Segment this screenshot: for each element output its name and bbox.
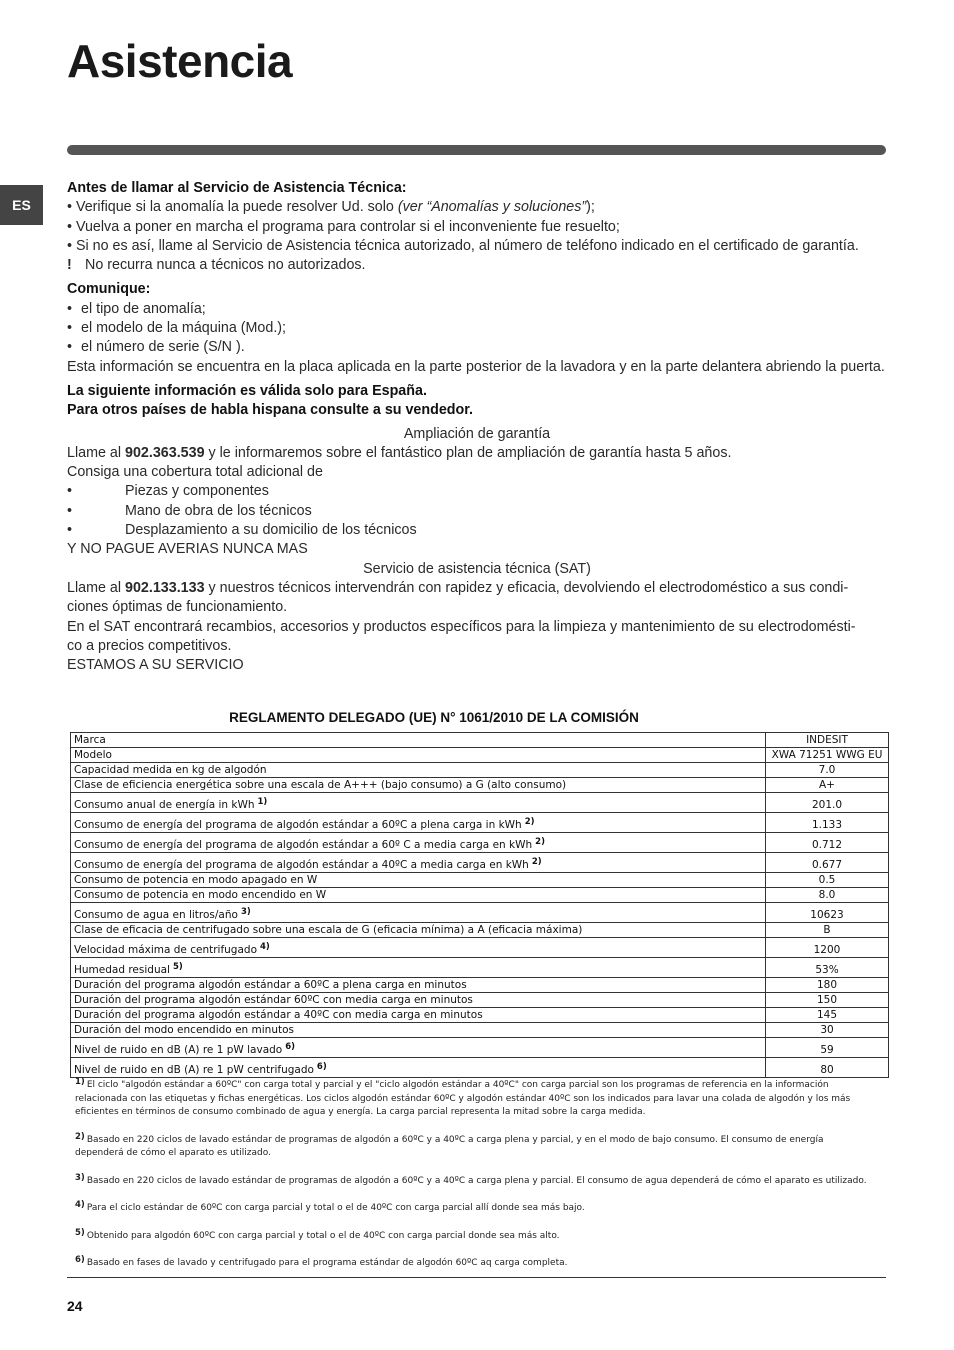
table-row — [71, 1058, 889, 1078]
warranty-phone: 902.363.539 — [125, 444, 205, 461]
row-value: INDESIT — [766, 733, 889, 748]
row-value: 0.5 — [766, 873, 889, 888]
table-row — [71, 733, 889, 748]
row-label-text: Nivel de ruido en dB (A) re 1 pW lavado — [74, 1044, 283, 1056]
row-label-text: Nivel de ruido en dB (A) re 1 pW centrifugado — [74, 1064, 314, 1076]
main-content — [67, 179, 887, 675]
sat-call-post: y nuestros técnicos intervendrán con rapidez y eficacia, devolviendo el electrodoméstico a sus condi- — [204, 579, 849, 596]
row-label-text: Consumo de energía del programa de algodón estándar a 60ºC a plena carga in kWh — [74, 819, 522, 831]
bullet-icon: • — [67, 522, 73, 539]
footnote-mark: 2) — [75, 1131, 85, 1142]
footnote-line — [75, 1131, 885, 1148]
sat-parts-cont: co a precios competitivos. — [67, 637, 232, 654]
footnote-line — [75, 1227, 885, 1244]
comunique-item — [67, 300, 887, 319]
table-row — [71, 888, 889, 903]
footnote-ref: 6) — [316, 1062, 327, 1072]
table-row — [71, 793, 889, 813]
before-call-item-2: • Vuelva a poner en marcha el programa para controlar si el inconveniente fue resuelto; — [67, 218, 620, 235]
sat-parts: En el SAT encontrará recambios, accesorios y productos específicos para la limpieza y mantenimiento de su electrodomésti- — [67, 618, 856, 635]
warranty-heading: Ampliación de garantía — [403, 425, 551, 442]
comunique-item-text: el modelo de la máquina (Mod.); — [81, 320, 287, 337]
table-row — [71, 1023, 889, 1038]
sat-call-pre: Llame al — [67, 579, 126, 596]
row-value: B — [766, 923, 889, 938]
before-call-heading: Antes de llamar al Servicio de Asistencia Técnica: — [67, 180, 407, 196]
footnote-line — [75, 1106, 885, 1120]
row-label — [71, 778, 766, 793]
plate-location-note: Esta información se encuentra en la placa aplicada en la parte posterior de la lavadora y en la parte delantera abriendo la puerta. — [67, 358, 885, 375]
table-row — [71, 958, 889, 978]
footnote-mark: 5) — [75, 1227, 85, 1238]
bullet-icon: • — [67, 502, 73, 519]
footnote-text: eficientes en términos de consumo combinado de agua y energía. La carga parcial representa la mitad sobre la carga medida. — [75, 1107, 646, 1117]
row-label-text: Duración del modo encendido en minutos — [74, 1024, 294, 1036]
footnote-ref: 3) — [240, 907, 251, 917]
row-label-text: Marca — [74, 734, 106, 746]
row-label — [71, 833, 766, 853]
comunique-item — [67, 338, 887, 357]
row-label-text: Duración del programa algodón estándar 60ºC con media carga en minutos — [74, 994, 473, 1006]
row-label — [71, 1008, 766, 1023]
row-value: 145 — [766, 1008, 889, 1023]
table-row — [71, 1038, 889, 1058]
before-call-item-1-ref: (ver “Anomalías y soluciones” — [397, 199, 587, 216]
sat-closing: ESTAMOS A SU SERVICIO — [67, 657, 244, 674]
row-label-text: Consumo de energía del programa de algodón estándar a 40ºC a media carga en kWh — [74, 859, 529, 871]
row-label — [71, 938, 766, 958]
footnote-ref: 5) — [172, 962, 183, 972]
page-title: Asistencia — [67, 35, 293, 87]
row-value: 0.677 — [766, 853, 889, 873]
row-label — [71, 793, 766, 813]
warranty-item — [67, 521, 887, 540]
row-label-text: Duración del programa algodón estándar a 40ºC con media carga en minutos — [74, 1009, 483, 1021]
row-label — [71, 873, 766, 888]
table-row — [71, 853, 889, 873]
footnote-line — [75, 1172, 885, 1189]
row-value: 30 — [766, 1023, 889, 1038]
row-label-text: Consumo de potencia en modo encendido en W — [74, 889, 327, 901]
row-value: 53% — [766, 958, 889, 978]
row-label-text: Clase de eficiencia energética sobre una escala de A+++ (bajo consumo) a G (alto consumo) — [74, 779, 567, 791]
row-label-text: Capacidad medida en kg de algodón — [74, 764, 267, 776]
before-call-item-1-text: • Verifique si la anomalía la puede resolver Ud. solo — [67, 199, 398, 216]
warranty-closing: Y NO PAGUE AVERIAS NUNCA MAS — [67, 541, 308, 558]
warning-text: No recurra nunca a técnicos no autorizados. — [85, 257, 366, 274]
regulation-title: REGLAMENTO DELEGADO (UE) N° 1061/2010 DE LA COMISIÓN — [229, 710, 639, 725]
title-divider — [67, 145, 886, 155]
row-label — [71, 763, 766, 778]
table-row — [71, 833, 889, 853]
table-row — [71, 763, 889, 778]
row-label — [71, 888, 766, 903]
row-value: 1.133 — [766, 813, 889, 833]
row-label — [71, 813, 766, 833]
row-value: 8.0 — [766, 888, 889, 903]
row-label — [71, 748, 766, 763]
footnote — [75, 1199, 885, 1216]
row-label — [71, 1023, 766, 1038]
table-row — [71, 978, 889, 993]
footnote — [75, 1172, 885, 1189]
comunique-item-text: el número de serie (S/N ). — [81, 339, 245, 356]
before-call-item-1-end: ); — [586, 199, 595, 216]
table-row — [71, 903, 889, 923]
comunique-item-text: el tipo de anomalía; — [81, 300, 206, 317]
table-row — [71, 1008, 889, 1023]
footnote — [75, 1131, 885, 1161]
regulation-table — [70, 732, 889, 1078]
footnote-text: El ciclo "algodón estándar a 60ºC" con carga total y parcial y el "ciclo algodón estándar a 40ºC" con carga parcial son los programas de referencia en la información — [86, 1080, 829, 1090]
footnote-line — [75, 1254, 885, 1271]
bullet-icon: • — [67, 300, 73, 317]
footnote-ref: 6) — [285, 1042, 296, 1052]
footnote — [75, 1254, 885, 1271]
footnote-text: Basado en 220 ciclos de lavado estándar de programas de algodón a 60ºC y a 40ºC a carga plena y parcial, y en el modo de bajo consumo. El consumo de energía — [86, 1134, 824, 1145]
language-tab: ES — [0, 185, 43, 225]
footnote-text: Basado en 220 ciclos de lavado estándar de programas de algodón a 60ºC y a 40ºC a carga plena y parcial. El consumo de agua dependerá de cómo el aparato es utilizado. — [86, 1175, 867, 1186]
row-label-text: Consumo anual de energía in kWh — [74, 799, 255, 811]
footnotes — [75, 1076, 885, 1282]
warranty-item — [67, 482, 887, 501]
before-call-item-1 — [67, 198, 887, 217]
row-label — [71, 978, 766, 993]
row-label-text: Consumo de agua en litros/año — [74, 909, 238, 921]
row-label — [71, 1058, 766, 1078]
table-row — [71, 993, 889, 1008]
row-label-text: Consumo de energía del programa de algodón estándar a 60º C a media carga en kWh — [74, 839, 533, 851]
table-row — [71, 873, 889, 888]
table-row — [71, 778, 889, 793]
footnote-ref: 2) — [524, 817, 535, 827]
row-label-text: Modelo — [74, 749, 112, 761]
warranty-item-text: Piezas y componentes — [125, 483, 269, 500]
warranty-call-post: y le informaremos sobre el fantástico plan de ampliación de garantía hasta 5 años. — [204, 444, 732, 461]
row-value: 180 — [766, 978, 889, 993]
footnote-text: Obtenido para algodón 60ºC con carga parcial y total o el de 40ºC con carga parcial donde sea más alto. — [86, 1230, 560, 1241]
footnote-line — [75, 1076, 885, 1093]
warranty-call — [67, 444, 887, 463]
comunique-item — [67, 319, 887, 338]
footnote-ref: 2) — [535, 837, 545, 847]
row-label — [71, 853, 766, 873]
sat-phone: 902.133.133 — [125, 579, 205, 596]
warning-line — [67, 256, 887, 275]
bullet-icon: • — [67, 320, 73, 337]
sat-call — [67, 579, 887, 598]
table-row — [71, 923, 889, 938]
footnote-ref: 1) — [257, 797, 268, 807]
row-value: 150 — [766, 993, 889, 1008]
row-label — [71, 903, 766, 923]
row-value: A+ — [766, 778, 889, 793]
row-label — [71, 923, 766, 938]
footnote-line — [75, 1147, 885, 1161]
footnote-text: dependerá de cómo el aparato es utilizado. — [75, 1148, 271, 1158]
footnote-mark: 4) — [75, 1200, 85, 1210]
warning-icon: ! — [67, 257, 72, 274]
warranty-call-pre: Llame al — [67, 444, 126, 461]
comunique-heading: Comunique: — [67, 281, 151, 298]
page-number: 24 — [67, 1298, 83, 1314]
row-value: 7.0 — [766, 763, 889, 778]
warranty-coverage: Consiga una cobertura total adicional de — [67, 464, 323, 481]
footnote-ref: 2) — [531, 857, 542, 867]
other-countries-notice: Para otros países de habla hispana consulte a su vendedor. — [67, 402, 474, 419]
row-label-text: Humedad residual — [74, 964, 170, 976]
footnote-line — [75, 1199, 885, 1216]
row-value: 201.0 — [766, 793, 889, 813]
footnote — [75, 1076, 885, 1120]
row-value: 80 — [766, 1058, 889, 1078]
row-value: 10623 — [766, 903, 889, 923]
warranty-item-text: Mano de obra de los técnicos — [125, 502, 312, 519]
sat-call-cont: ciones óptimas de funcionamiento. — [67, 599, 288, 616]
table-row — [71, 748, 889, 763]
footnote-line — [75, 1093, 885, 1107]
row-label — [71, 733, 766, 748]
footnote-mark: 1) — [75, 1077, 85, 1087]
table-row — [71, 938, 889, 958]
footnote-mark: 6) — [75, 1255, 85, 1265]
row-label-text: Consumo de potencia en modo apagado en W — [74, 874, 318, 886]
row-value: 59 — [766, 1038, 889, 1058]
warranty-item-text: Desplazamiento a su domicilio de los técnicos — [125, 522, 417, 539]
footnote-text: Basado en fases de lavado y centrifugado para el programa estándar de algodón 60ºC aq carga completa. — [86, 1258, 568, 1268]
footnote-ref: 4) — [260, 942, 270, 952]
footer-divider — [67, 1277, 886, 1278]
bullet-icon: • — [67, 339, 73, 356]
row-value: 0.712 — [766, 833, 889, 853]
row-value: XWA 71251 WWG EU — [766, 748, 889, 763]
row-label-text: Duración del programa algodón estándar a 60ºC a plena carga en minutos — [74, 979, 467, 991]
row-label-text: Velocidad máxima de centrifugado — [74, 944, 257, 956]
before-call-item-3: • Si no es así, llame al Servicio de Asistencia técnica autorizado, al número de teléfono indicado en el certificado de garantía. — [67, 237, 859, 254]
footnote-text: Para el ciclo estándar de 60ºC con carga parcial y total o el de 40ºC con carga parcial allí donde sea más bajo. — [86, 1203, 585, 1213]
spain-only-notice: La siguiente información es válida solo para España. — [67, 382, 427, 399]
table-row — [71, 813, 889, 833]
footnote-text: relacionada con las etiquetas y fichas energéticas. Los ciclos algodón estándar 60ºC y algodón estándar 40ºC son los indicados para lavar una colada de algodón y los más — [75, 1093, 851, 1104]
footnote-mark: 3) — [75, 1172, 85, 1183]
sat-heading: Servicio de asistencia técnica (SAT) — [363, 560, 591, 577]
row-value: 1200 — [766, 938, 889, 958]
footnote — [75, 1227, 885, 1244]
row-label-text: Clase de eficacia de centrifugado sobre una escala de G (eficacia mínima) a A (eficacia máxima) — [74, 924, 583, 936]
row-label — [71, 1038, 766, 1058]
row-label — [71, 958, 766, 978]
bullet-icon: • — [67, 483, 73, 500]
row-label — [71, 993, 766, 1008]
warranty-item — [67, 502, 887, 521]
